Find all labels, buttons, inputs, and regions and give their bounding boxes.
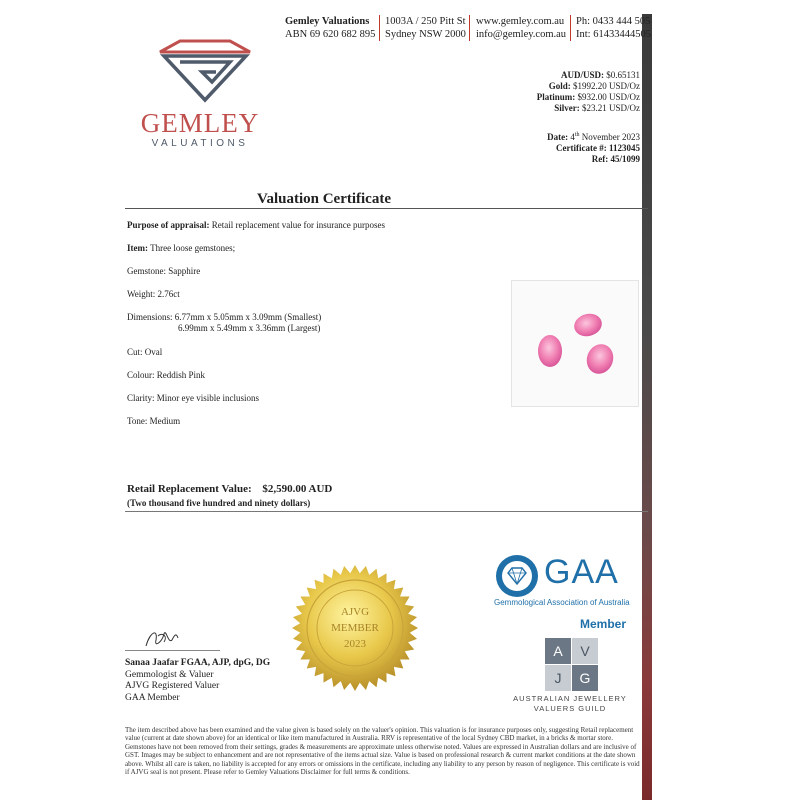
aud-usd-label: AUD/USD: [560, 70, 604, 80]
ajvg-seal [290, 563, 420, 693]
tone-row: Tone: Medium [127, 416, 181, 426]
rates-block [420, 70, 640, 114]
gem-logo-icon [150, 38, 260, 108]
ajvg-caption [500, 694, 640, 714]
date-day: 4 [570, 132, 575, 142]
ajvg-letter: V [572, 638, 598, 664]
signatory-role: AJVG Registered Valuer [125, 681, 220, 691]
value-amount: $2,590.00 AUD [262, 483, 333, 495]
purpose-row [127, 220, 385, 231]
address-block [385, 15, 466, 41]
gold-label: Gold: [548, 81, 571, 91]
silver-value: $23.21 USD/Oz [582, 103, 640, 113]
value-rule [125, 511, 648, 512]
website-link[interactable]: www.gemley.com.au [476, 16, 565, 27]
date-suffix: th [574, 132, 580, 138]
logo-subtitle: VALUATIONS [151, 138, 249, 149]
clarity-row: Clarity: Minor eye visible inclusions [127, 393, 259, 403]
item-label: Item: [127, 243, 148, 253]
logo-name: GEMLEY [140, 108, 260, 138]
ajvg-letter: J [545, 665, 571, 691]
dimensions-row-2: 6.99mm x 5.49mm x 3.36mm (Largest) [178, 323, 321, 333]
platinum-label: Platinum: [536, 92, 576, 102]
gaa-full-name: Gemmological Association of Australia [494, 598, 630, 607]
ajvg-letter: G [572, 665, 598, 691]
ajvg-caption-line2: VALUERS GUILD [533, 704, 607, 713]
meta-block [420, 130, 640, 165]
signature [128, 622, 218, 652]
email-link[interactable]: info@gemley.com.au [476, 29, 567, 40]
gold-value: $1992.20 USD/Oz [573, 81, 640, 91]
disclaimer: The item described above has been examined and the value given is based solely on the valuer's opinion. This valuation is for insurance purposes only, suggesting Retail replacement value (current at date shown above) for an identical or like item manufactured in Australia. RRV is representative of the local Sydney CBD market, in a bricks & mortar store. Gemstones have not been removed from their settings, grades & measurements are approximate unless otherwise noted. Values are expressed in Australian dollars and are inclusive of GST. Images may be subject to enhancement and are not representative of the items actual size. Value is based on professional research & current market conditions at the date shown above. Whilst all care is taken, no liability is accepted for any errors or omissions in the certificate, including any liability to any person by reason of negligence. This certificate is void if AJVG seal is not present. Please refer to Gemley Valuations Disclaimer for full terms & conditions. [125, 726, 640, 777]
silver-label: Silver: [554, 103, 580, 113]
date-rest: November 2023 [581, 132, 640, 142]
ajvg-logo [545, 638, 599, 692]
page-title: Valuation Certificate [256, 191, 391, 207]
value-label: Retail Replacement Value: [127, 483, 252, 495]
aud-usd-value: $0.65131 [606, 70, 640, 80]
phone-number[interactable]: Ph: 0433 444 505 [576, 16, 651, 27]
gaa-member-label: Member [580, 617, 627, 631]
gaa-emblem-icon [494, 553, 540, 599]
certificate-label: Certificate #: [556, 143, 607, 153]
company-name: Gemley Valuations [285, 16, 370, 27]
dimensions-row: Dimensions: 6.77mm x 5.05mm x 3.09mm (Smallest) [127, 312, 322, 322]
value-row [127, 483, 332, 495]
colour-row: Colour: Reddish Pink [127, 370, 206, 380]
signature-line [125, 650, 220, 651]
seal-line1: AJVG [340, 606, 370, 618]
header-divider [469, 15, 470, 41]
value-words: (Two thousand five hundred and ninety dollars) [127, 498, 311, 508]
certificate-number: 1123045 [608, 143, 640, 153]
signatory-block [125, 658, 270, 704]
phone-block [576, 15, 651, 41]
cut-row: Cut: Oval [127, 347, 163, 357]
item-row [127, 243, 235, 254]
signatory-role: GAA Member [125, 692, 180, 703]
address-line1: 1003A / 250 Pitt St [385, 16, 466, 27]
gemstone-3 [583, 340, 618, 377]
gemstone-photo [511, 280, 639, 407]
signatory-role: Gemmologist & Valuer [125, 669, 214, 680]
gemley-logo [150, 38, 260, 108]
weight-row: Weight: 2.76ct [127, 289, 180, 299]
gemstone-1 [572, 311, 605, 339]
address-line2: Sydney NSW 2000 [385, 29, 466, 40]
ajvg-letter: A [545, 638, 571, 664]
header-divider [379, 15, 380, 41]
web-block [476, 15, 566, 41]
intl-phone-number[interactable]: Int: 61433444505 [576, 29, 651, 40]
gemstone-row: Gemstone: Sapphire [127, 266, 201, 276]
ref-label: Ref: [591, 154, 609, 164]
purpose-label: Purpose of appraisal: [127, 220, 210, 230]
header-divider [570, 15, 571, 41]
item-value: Three loose gemstones; [150, 243, 236, 253]
purpose-value: Retail replacement value for insurance purposes [211, 220, 385, 230]
ref-number: 45/1099 [610, 154, 640, 164]
title-rule [125, 208, 648, 209]
platinum-value: $932.00 USD/Oz [577, 92, 640, 102]
company-abn: ABN 69 620 682 895 [285, 29, 376, 40]
ajvg-caption-line1: AUSTRALIAN JEWELLERY [513, 694, 627, 703]
seal-line2: MEMBER [331, 622, 379, 634]
date-label: Date: [547, 132, 569, 142]
gaa-acronym: GAA [544, 553, 619, 591]
gemstone-2 [538, 335, 562, 367]
signatory-name: Sanaa Jaafar FGAA, AJP, dpG, DG [125, 658, 271, 668]
side-accent-bar [642, 14, 652, 800]
company-block [285, 15, 375, 41]
seal-line3: 2023 [344, 638, 366, 650]
